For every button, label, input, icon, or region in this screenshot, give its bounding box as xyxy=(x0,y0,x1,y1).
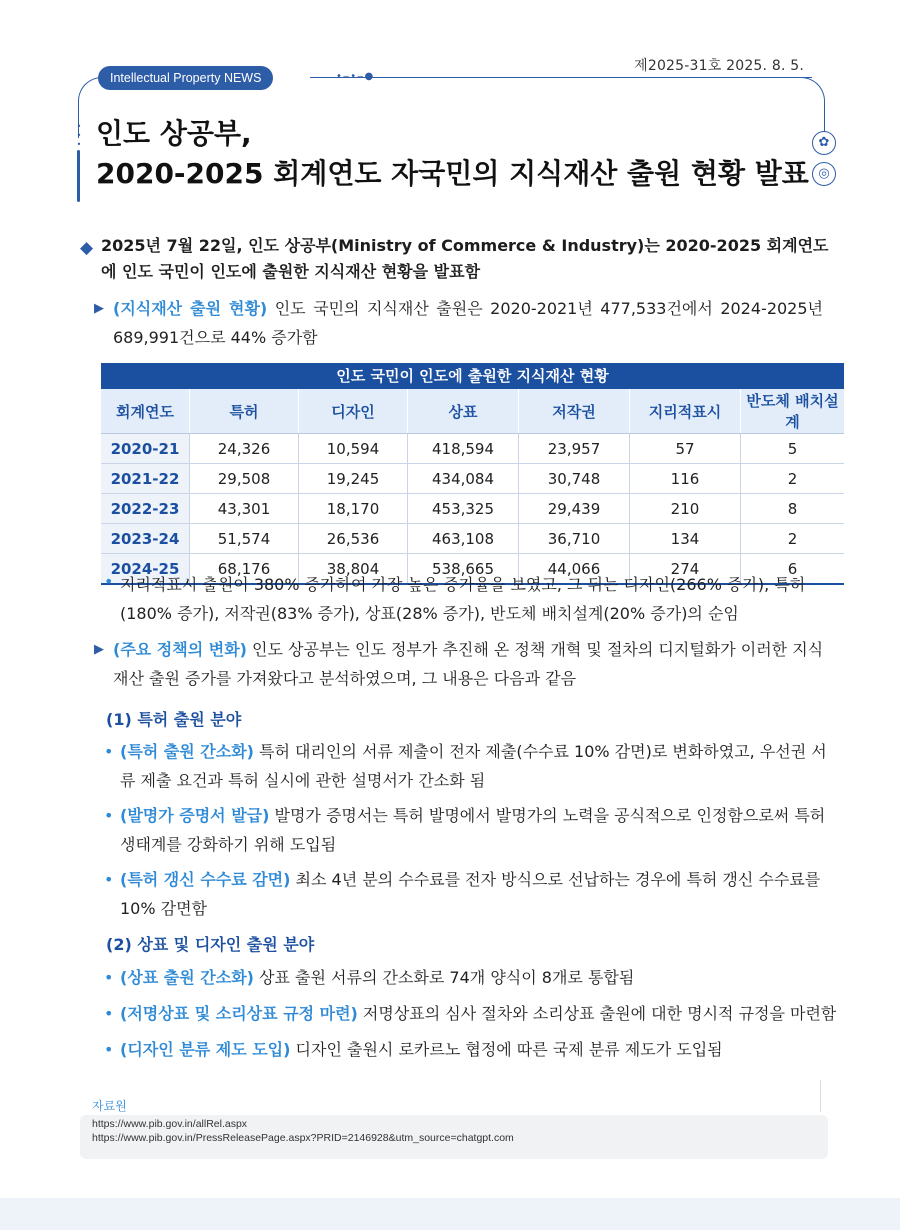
patent-item-1 xyxy=(120,737,838,795)
cell: 434,084 xyxy=(408,464,519,494)
dot-bullet-icon: • xyxy=(104,806,114,825)
patent-item-1-text: 특허 대리인의 서류 제출이 전자 제출(수수료 10% 감면)로 변화하였고, 우선권 서류 제출 요건과 특허 실시에 관한 설명서가 간소화 됨 xyxy=(120,742,827,790)
trademark-item-1-tag: (상표 출원 간소화) xyxy=(120,968,254,987)
patent-item-2-text: 발명가 증명서는 특허 발명에서 발명가의 노력을 공식적으로 인정함으로써 특허 생태계를 강화하기 위해 도입됨 xyxy=(120,806,826,854)
patent-heading: (1) 특허 출원 분야 xyxy=(106,710,242,729)
cell: 68,176 xyxy=(190,554,299,585)
cell: 24,326 xyxy=(190,434,299,464)
cell: 210 xyxy=(630,494,741,524)
title-line-1: 인도 상공부, xyxy=(96,117,252,150)
cell: 29,508 xyxy=(190,464,299,494)
cell: 38,804 xyxy=(299,554,408,585)
cell: 26,536 xyxy=(299,524,408,554)
source-link-1[interactable]: https://www.pib.gov.in/allRel.aspx xyxy=(92,1118,248,1130)
lead-paragraph: 2025년 7월 22일, 인도 상공부(Ministry of Commerce & Industry)는 2020-2025 회계연도에 인도 국민이 인도에 출원한 지식재산 현황을 발표함 xyxy=(101,236,829,281)
cell: 116 xyxy=(630,464,741,494)
col-trademark: 상표 xyxy=(408,389,519,434)
cube-bullet-icon: ◆ xyxy=(80,238,94,258)
cell: 2 xyxy=(741,524,845,554)
col-design: 디자인 xyxy=(299,389,408,434)
dot-bullet-icon: • xyxy=(104,1004,114,1023)
cell-year: 2024-25 xyxy=(101,554,190,585)
section-ip-filings-tag: (지식재산 출원 현황) xyxy=(113,299,268,318)
cell: 23,957 xyxy=(519,434,630,464)
cell: 8 xyxy=(741,494,845,524)
ip-filings-table xyxy=(101,363,844,585)
patent-item-2-tag: (발명가 증명서 발급) xyxy=(120,806,270,825)
frame-left-bar xyxy=(77,150,80,202)
table-row xyxy=(101,494,844,524)
dot-bullet-icon: • xyxy=(104,870,114,889)
cell: 57 xyxy=(630,434,741,464)
cell: 18,170 xyxy=(299,494,408,524)
cell: 418,594 xyxy=(408,434,519,464)
trademark-item-3 xyxy=(120,1035,838,1064)
patent-item-1-tag: (특허 출원 간소화) xyxy=(120,742,254,761)
section-policy-tag: (주요 정책의 변화) xyxy=(113,640,247,659)
col-patent: 특허 xyxy=(190,389,299,434)
col-copyright: 저작권 xyxy=(519,389,630,434)
trademark-item-3-tag: (디자인 분류 제도 도입) xyxy=(120,1040,291,1059)
patent-item-3-tag: (특허 갱신 수수료 감면) xyxy=(120,870,291,889)
cell: 6 xyxy=(741,554,845,585)
dot-bullet-icon: • xyxy=(104,572,114,591)
cell-year: 2020-21 xyxy=(101,434,190,464)
cell: 463,108 xyxy=(408,524,519,554)
cell: 274 xyxy=(630,554,741,585)
section-ip-filings xyxy=(113,294,823,352)
table-row xyxy=(101,464,844,494)
patent-item-2 xyxy=(120,801,838,859)
triangle-bullet-icon: ▶ xyxy=(94,301,104,316)
source-label: 자료원 xyxy=(92,1099,127,1113)
section-policy-changes xyxy=(113,635,833,693)
col-gi: 지리적표시 xyxy=(630,389,741,434)
issue-number: 제2025-31호 2025. 8. 5. xyxy=(634,58,804,74)
side-mark xyxy=(820,1080,821,1112)
source-link-2[interactable]: https://www.pib.gov.in/PressReleasePage.aspx?PRID=2146928&utm_source=chatgpt.com xyxy=(92,1132,514,1144)
table-row xyxy=(101,434,844,464)
trademark-item-2-tag: (저명상표 및 소리상표 규정 마련) xyxy=(120,1004,358,1023)
cell: 51,574 xyxy=(190,524,299,554)
triangle-bullet-icon: ▶ xyxy=(94,642,104,657)
frame-top-line xyxy=(310,77,812,78)
cell-year: 2023-24 xyxy=(101,524,190,554)
dot-bullet-icon: • xyxy=(104,968,114,987)
table-caption: 인도 국민이 인도에 출원한 지식재산 현황 xyxy=(101,363,844,389)
frame-dots: •‒•‒● xyxy=(336,71,375,82)
globe-icon: ◎ xyxy=(812,162,836,186)
source-box xyxy=(80,1115,828,1159)
growth-note: 지리적표시 출원이 380% 증가하여 가장 높은 증가율을 보였고, 그 뒤는 디자인(266% 증가), 특허(180% 증가), 저작권(83% 증가), 상표(28% 증가), 반도체 배치설계(20% 증가)의 순임 xyxy=(120,575,806,623)
section-policy-text: 인도 상공부는 인도 정부가 추진해 온 정책 개혁 및 절차의 디지털화가 이러한 지식재산 출원 증가를 가져왔다고 분석하였으며, 그 내용은 다음과 같음 xyxy=(113,640,824,688)
cell: 134 xyxy=(630,524,741,554)
cell: 19,245 xyxy=(299,464,408,494)
table-header-row xyxy=(101,389,844,434)
cell: 10,594 xyxy=(299,434,408,464)
section-ip-filings-text: 인도 국민의 지식재산 출원은 2020-2021년 477,533건에서 2024-2025년 689,991건으로 44% 증가함 xyxy=(113,299,823,347)
trademark-item-2 xyxy=(120,999,838,1028)
trademark-item-1 xyxy=(120,963,838,992)
cell: 36,710 xyxy=(519,524,630,554)
page-title xyxy=(96,114,809,194)
patent-item-3-text: 최소 4년 분의 수수료를 전자 방식으로 선납하는 경우에 특허 갱신 수수료를 10% 감면함 xyxy=(120,870,821,918)
trademark-item-2-text: 저명상표의 심사 절차와 소리상표 출원에 대한 명시적 규정을 마련함 xyxy=(357,1004,837,1023)
trademark-item-3-text: 디자인 출원시 로카르노 협정에 따른 국제 분류 제도가 도입됨 xyxy=(290,1040,723,1059)
cell: 538,665 xyxy=(408,554,519,585)
cell: 453,325 xyxy=(408,494,519,524)
cell: 43,301 xyxy=(190,494,299,524)
title-line-2: 2020-2025 회계연도 자국민의 지식재산 출원 현황 발표 xyxy=(96,157,809,190)
cell: 30,748 xyxy=(519,464,630,494)
trademark-item-1-text: 상표 출원 서류의 간소화로 74개 양식이 8개로 통합됨 xyxy=(253,968,635,987)
trademark-heading: (2) 상표 및 디자인 출원 분야 xyxy=(106,935,315,954)
col-year: 회계연도 xyxy=(101,389,190,434)
patent-item-3 xyxy=(120,865,838,923)
dot-bullet-icon: • xyxy=(104,1040,114,1059)
cell: 5 xyxy=(741,434,845,464)
cell: 2 xyxy=(741,464,845,494)
cell-year: 2022-23 xyxy=(101,494,190,524)
shield-flower-icon: ✿ xyxy=(812,131,836,155)
cell: 44,066 xyxy=(519,554,630,585)
frame-left-dots: • • • xyxy=(76,122,82,149)
cell-year: 2021-22 xyxy=(101,464,190,494)
col-semiconductor: 반도체 배치설계 xyxy=(741,389,845,434)
footer-band xyxy=(0,1198,900,1230)
cell: 29,439 xyxy=(519,494,630,524)
newsletter-badge: Intellectual Property NEWS xyxy=(98,66,273,90)
dot-bullet-icon: • xyxy=(104,742,114,761)
table-row xyxy=(101,524,844,554)
